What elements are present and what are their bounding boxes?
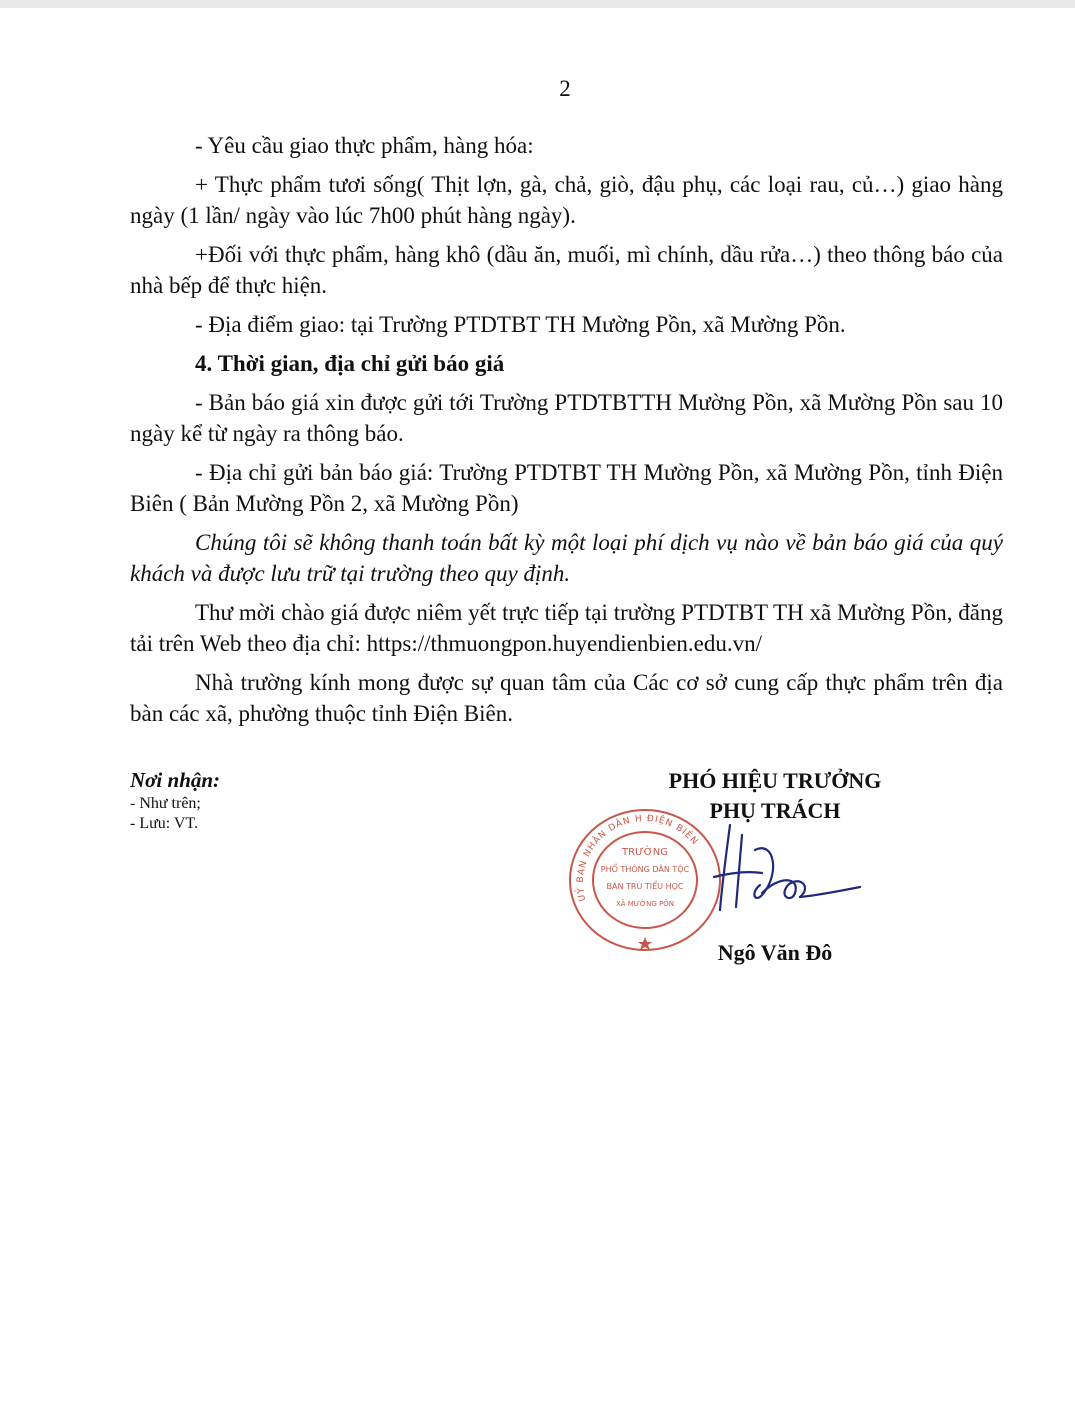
fresh-food-delivery: + Thực phẩm tươi sống( Thịt lợn, gà, chả, giò, đậu phụ, các loại rau, củ…) giao hàng ngày (1 lần/ ngày vào lúc 7h00 phút hàng ngày). (130, 172, 1003, 228)
posting-note: Thư mời chào giá được niêm yết trực tiếp tại trường PTDTBT TH xã Mường Pồn, đăng tải trên Web theo địa chỉ: https://thmuongpon.huyendienbien.edu.vn/ (130, 600, 1003, 656)
section-heading: 4. Thời gian, địa chỉ gửi báo giá (195, 351, 505, 376)
delivery-location: - Địa điểm giao: tại Trường PTDTBT TH Mường Pồn, xã Mường Pồn. (195, 312, 846, 337)
recipient-item: - Như trên; (130, 795, 201, 812)
page-number: 2 (559, 76, 571, 101)
recipient-item: - Lưu: VT. (130, 815, 199, 832)
quote-submission: - Bản báo giá xin được gửi tới Trường PTDTBTTH Mường Pồn, xã Mường Pồn sau 10 ngày kể từ ngày ra thông báo. (130, 390, 1003, 446)
recipients-title: Nơi nhận: (130, 768, 221, 792)
delivery-requirement: - Yêu cầu giao thực phẩm, hàng hóa: (195, 133, 534, 158)
closing-note: Nhà trường kính mong được sự quan tâm của Các cơ sở cung cấp thực phẩm trên địa bàn các xã, phường thuộc tỉnh Điện Biên. (130, 670, 1003, 726)
stamp-line: PHỔ THÔNG DÂN TỘC (600, 865, 690, 874)
payment-note: Chúng tôi sẽ không thanh toán bất kỳ một loại phí dịch vụ nào về bản báo giá của quý khách và được lưu trữ tại trường theo quy định. (130, 530, 1003, 586)
dry-food-delivery: +Đối với thực phẩm, hàng khô (dầu ăn, muối, mì chính, dầu rửa…) theo thông báo của nhà bếp để thực hiện. (130, 242, 1003, 298)
quote-address: - Địa chỉ gửi bản báo giá: Trường PTDTBT TH Mường Pồn, xã Mường Pồn, tỉnh Điện Biên ( Bản Mường Pồn 2, xã Mường Pồn) (130, 460, 1003, 516)
signer-title-line2: PHỤ TRÁCH (709, 798, 841, 823)
stamp-line: XÃ MƯỜNG PỒN (615, 900, 675, 908)
document-body (130, 130, 1003, 729)
signer-title-line1: PHÓ HIỆU TRƯỞNG (668, 768, 882, 793)
stamp-line: TRƯỜNG (622, 847, 668, 858)
stamp-outer-text: UỶ BAN NHÂN DÂN H ĐIỆN BIÊN (575, 814, 700, 903)
top-bar (0, 0, 1075, 8)
recipients-block (130, 766, 430, 834)
signer-name: Ngô Văn Đô (717, 940, 833, 965)
stamp-line: BÁN TRÚ TIỂU HỌC (606, 882, 684, 891)
signature-icon (700, 815, 870, 925)
